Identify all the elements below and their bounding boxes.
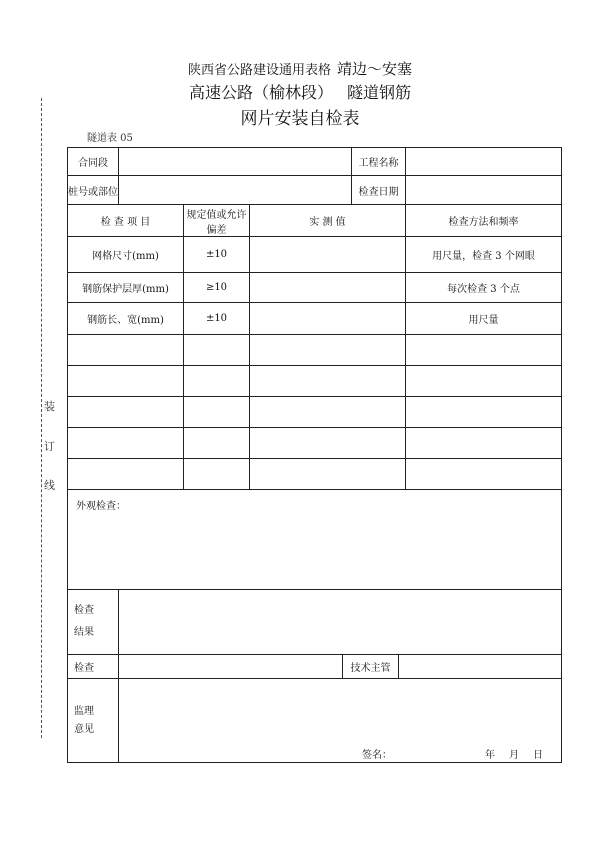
result-label-line1: 检查: [74, 605, 94, 616]
year-label: 年: [485, 750, 495, 761]
row-spec: ±10: [184, 237, 250, 273]
row-measured[interactable]: [250, 237, 406, 273]
tech-supervisor-label: 技术主管: [343, 655, 399, 679]
row-item: 钢筋保护层厚(mm): [68, 273, 184, 303]
blank-row: [68, 428, 562, 459]
row-measured[interactable]: [250, 303, 406, 335]
row-spec: ±10: [184, 303, 250, 335]
blank-row: [68, 459, 562, 490]
header-item: 检 查 项 目: [68, 205, 184, 237]
month-label: 月: [509, 750, 519, 761]
header-spec: 规定值或允许偏差: [184, 205, 250, 237]
header-measured: 实 测 值: [250, 205, 406, 237]
binding-char-3: 线: [44, 479, 55, 492]
contract-field[interactable]: [119, 148, 352, 176]
supervision-label-line1: 监理: [74, 705, 94, 717]
station-label: 桩号或部位: [68, 176, 119, 205]
blank-row: [68, 335, 562, 366]
form-title-line2: [0, 80, 600, 103]
table-row: [68, 237, 562, 273]
project-name-field[interactable]: [406, 148, 562, 176]
day-label: 日: [533, 750, 543, 761]
supervision-label-line2: 意见: [74, 723, 94, 735]
inspection-form-table: [67, 147, 562, 763]
signature-label: 签名：: [362, 750, 392, 761]
form-title: 网片安装自检表: [240, 109, 360, 129]
binding-line: [41, 98, 42, 738]
form-code: 隧道表 05: [87, 133, 133, 144]
project-name-label: 工程名称: [352, 148, 406, 176]
inspection-result-label: [68, 590, 119, 655]
appearance-check-area[interactable]: [68, 490, 562, 590]
form-series-title: [0, 58, 600, 79]
row-method: 每次检查 3 个点: [406, 273, 562, 303]
inspection-result-field[interactable]: [119, 590, 562, 655]
inspector-field[interactable]: [119, 655, 343, 679]
blank-row: [68, 397, 562, 428]
supervision-opinion-label: [68, 679, 119, 763]
row-spec: ≥10: [184, 273, 250, 303]
row-item: 网格尺寸(mm): [68, 237, 184, 273]
table-row: [68, 303, 562, 335]
blank-row: [68, 366, 562, 397]
series-name: 陕西省公路建设通用表格: [187, 63, 331, 78]
station-field[interactable]: [119, 176, 352, 205]
row-item: 钢筋长、宽(mm): [68, 303, 184, 335]
appearance-check-label: 外观检查：: [76, 501, 126, 512]
work-type: 隧道钢筋: [347, 83, 412, 102]
row-method: 用尺量: [406, 303, 562, 335]
inspection-date-field[interactable]: [406, 176, 562, 205]
highway-section: 高速公路（榆林段）: [188, 83, 333, 102]
tech-supervisor-field[interactable]: [399, 655, 562, 679]
contract-label: 合同段: [68, 148, 119, 176]
row-measured[interactable]: [250, 273, 406, 303]
row-method: 用尺量，检查 3 个网眼: [406, 237, 562, 273]
inspection-date-label: 检查日期: [352, 176, 406, 205]
binding-char-2: 订: [44, 440, 55, 453]
inspector-label: 检查: [68, 655, 119, 679]
result-label-line2: 结果: [74, 627, 94, 638]
supervision-opinion-field[interactable]: [119, 679, 562, 763]
header-method: 检查方法和频率: [406, 205, 562, 237]
table-row: [68, 273, 562, 303]
binding-char-1: 装: [44, 400, 55, 413]
route-name: 靖边～安塞: [337, 60, 413, 78]
